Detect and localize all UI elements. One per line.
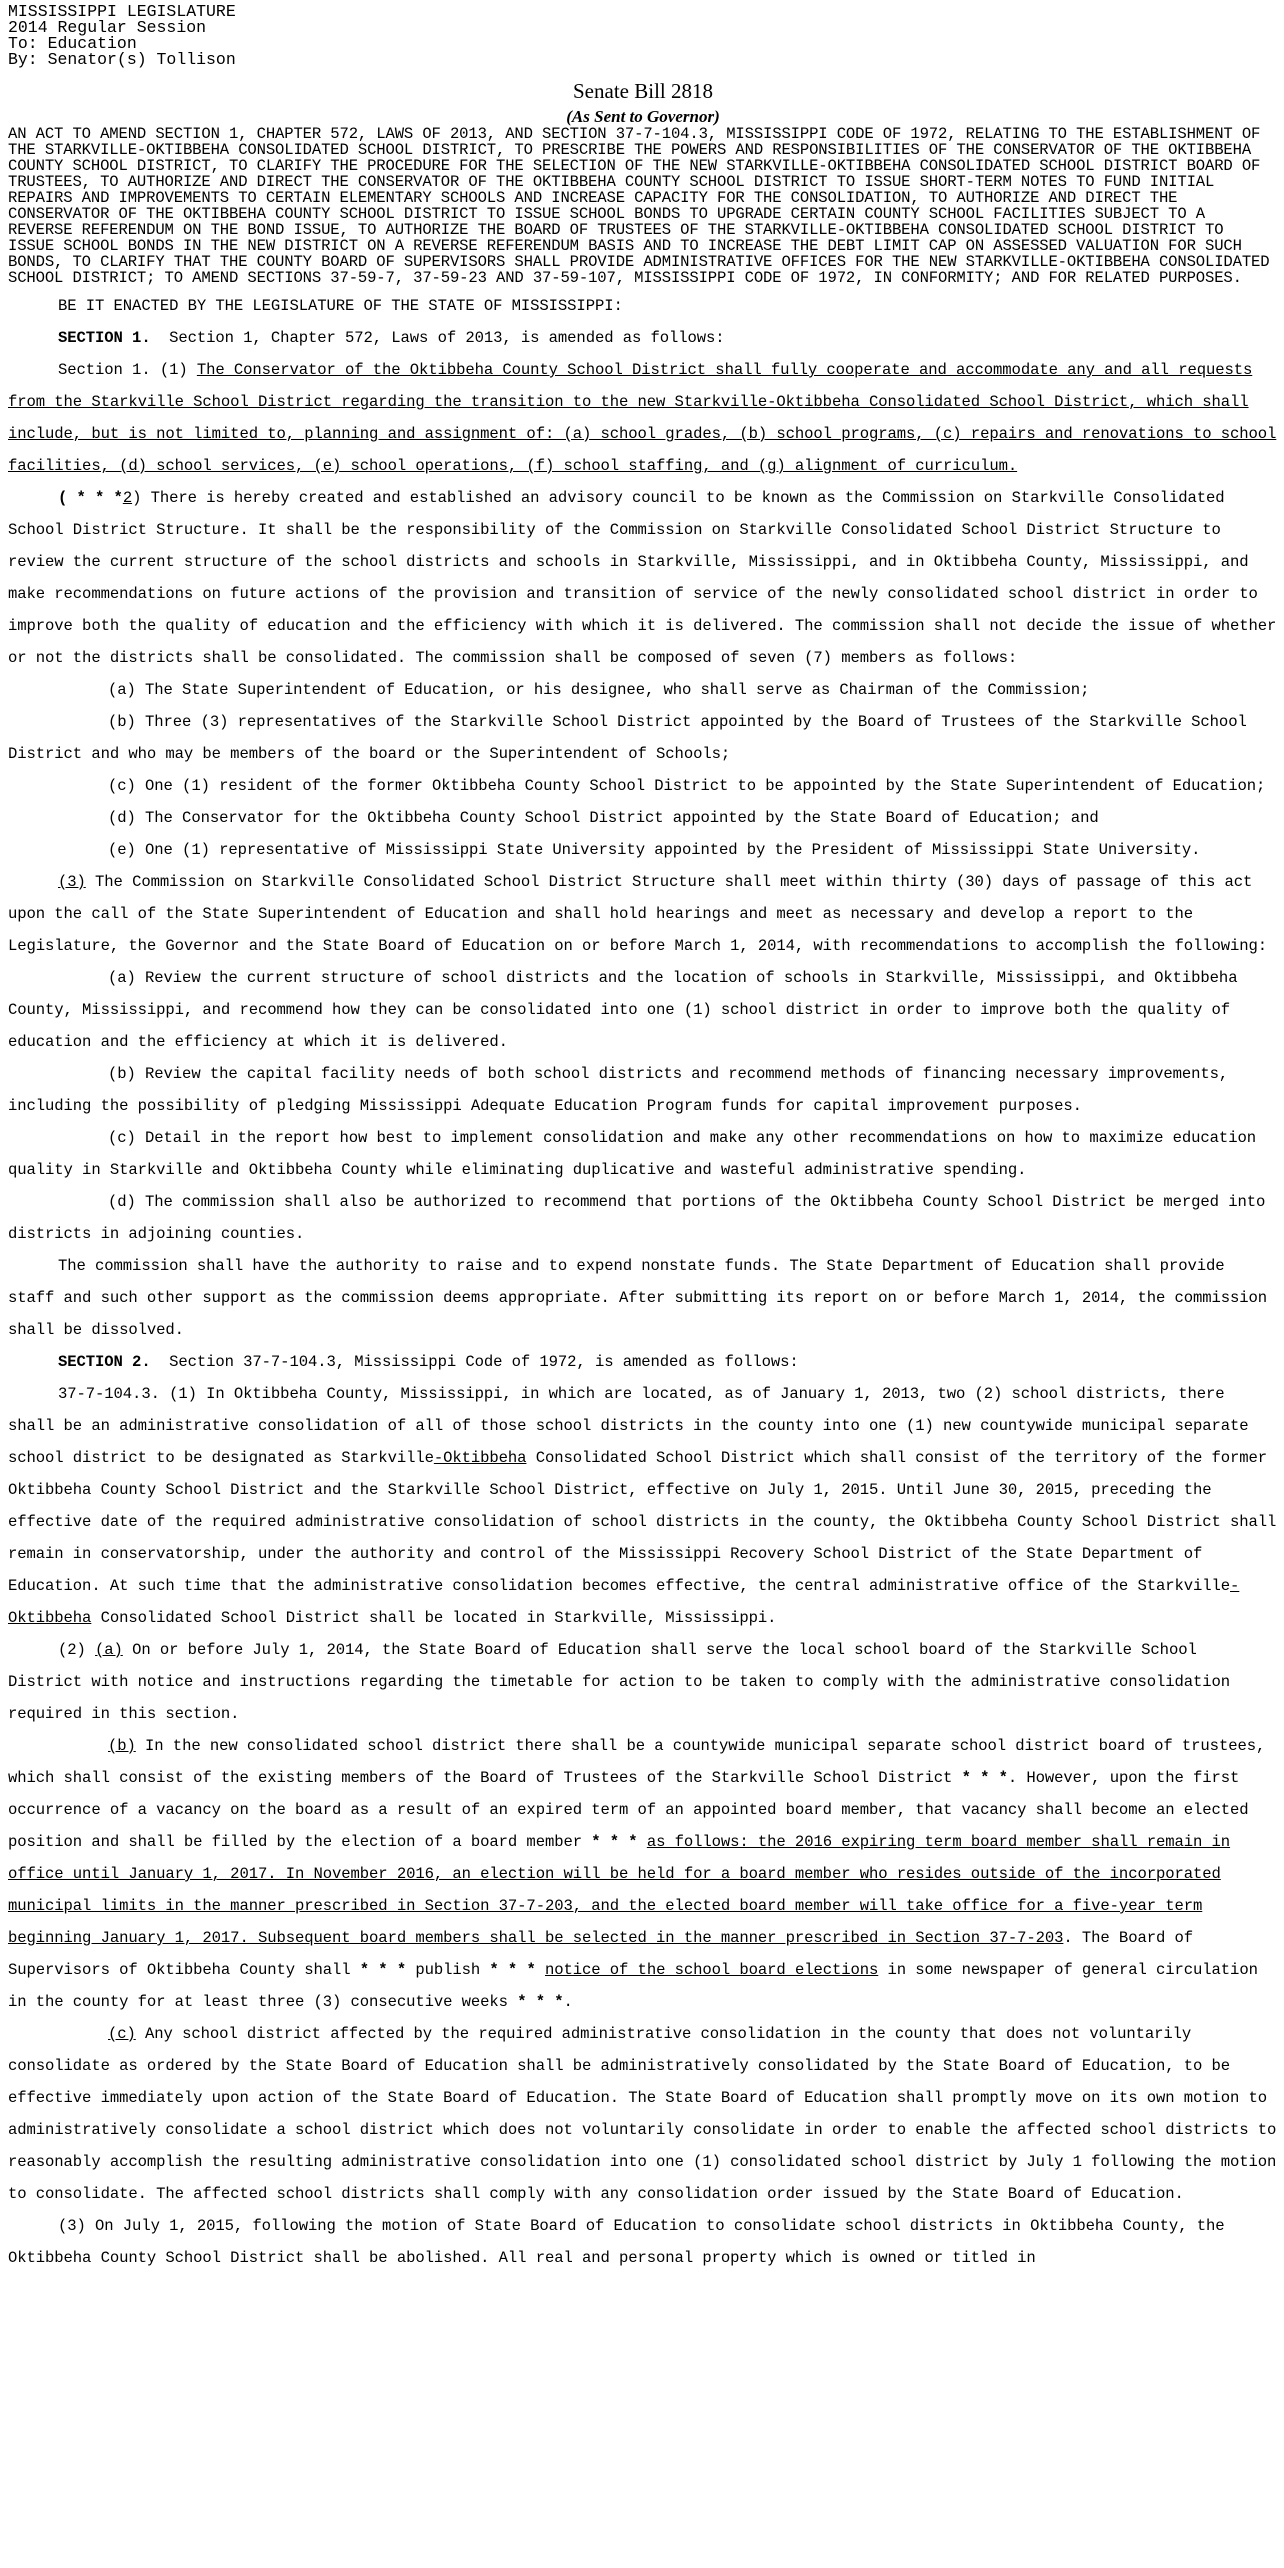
inserted-text: notice of the school board elections <box>544 1961 879 1979</box>
enacting-clause: BE IT ENACTED BY THE LEGISLATURE OF THE STATE OF MISSISSIPPI: <box>58 297 623 315</box>
paragraph-text: On or before July 1, 2014, the State Board of Education shall serve the local school board of the Starkville School District with notice and instructions regarding the timetable for action to be taken to comply with the administrative consolidation required in this section. <box>8 1641 1231 1723</box>
inserted-text: -Oktibbeha <box>433 1449 527 1467</box>
legislature-name: MISSISSIPPI LEGISLATURE <box>8 2 236 21</box>
s1-paragraph-2 <box>8 482 1278 674</box>
deleted-marker: * * * <box>489 1961 536 1979</box>
subsection-lead: (2) <box>58 1641 96 1659</box>
paragraph-text: ) There is hereby created and established an advisory council to be known as the Commission on Starkville Consolidated School District Structure. It shall be the responsibility of the Commission on Starkville Consolidated School District Structure to review the current structure of the school districts and schools in Starkville, Mississippi, and in Oktibbeha County, Mississippi, and make recommendations on future actions of the provision and transition of service of the newly consolidated school district in order to improve both the quality of education and the efficiency with which it is delivered. The commission shall not decide the issue of whether or not the districts shall be consolidated. The commission shall be composed of seven (7) members as follows: <box>8 489 1277 667</box>
inserted-label: (a) <box>95 1641 123 1659</box>
member-d: (d) The Conservator for the Oktibbeha County School District appointed by the State Board of Education; and <box>108 809 1099 827</box>
deleted-marker: ( * * * <box>58 489 123 507</box>
paragraph-text: Consolidated School District shall be located in Starkville, Mississippi. <box>91 1609 777 1627</box>
paragraph-text: in some newspaper of general circulation in the county for at least three (3) consecutive weeks <box>8 1961 1258 2011</box>
paragraph-text: 37-7-104.3. (1) In Oktibbeha County, Mississippi, in which are located, as of January 1, 2013, two (2) school districts, there shall be an administrative consolidation of all of those school districts in the county into one (1) new countywide municipal separate school district to be designated as Starkville <box>8 1385 1249 1467</box>
member-b: (b) Three (3) representatives of the Starkville School District appointed by the Board of Trustees of the Starkville School District and who may be members of the board or the Superintendent of Schools; <box>8 713 1247 763</box>
s2-paragraph-2c <box>8 2018 1278 2210</box>
task-c: (c) Detail in the report how best to implement consolidation and make any other recommendations on how to maximize education quality in Starkville and Oktibbeha County while eliminating duplicative and wasteful administrative spending. <box>8 1129 1256 1179</box>
bill-header <box>8 4 1278 68</box>
s2-paragraph-2b <box>8 1730 1278 2018</box>
paragraph-text: publish <box>406 1961 490 1979</box>
section-label: SECTION 2. <box>58 1353 151 1371</box>
bill-title: Senate Bill 2818 <box>573 79 713 103</box>
inserted-label: (c) <box>108 2025 136 2043</box>
section-intro: Section 37-7-104.3, Mississippi Code of 1972, is amended as follows: <box>169 1353 799 1371</box>
member-e: (e) One (1) representative of Mississippi State University appointed by the President of Mississippi State University. <box>108 841 1201 859</box>
session-label: 2014 Regular Session <box>8 18 207 37</box>
s1-final-paragraph: The commission shall have the authority to raise and to expend nonstate funds. The State Department of Education shall provide staff and such other support as the commission deems appropriate. After submitting its report on or before March 1, 2014, the commission shall be dissolved. <box>8 1257 1268 1339</box>
task-b: (b) Review the capital facility needs of both school districts and recommend methods of financing necessary improvements, including the possibility of pledging Mississippi Adequate Education Program funds for capital improvement purposes. <box>8 1065 1229 1115</box>
subsection-lead: Section 1. (1) <box>58 361 197 379</box>
paragraph-text: Any school district affected by the required administrative consolidation in the county that does not voluntarily consolidate as ordered by the State Board of Education shall be administratively consolidated by the State Board of Education, to be effective immediately upon action of the State Board of Education. The State Board of Education shall promptly move on its own motion to administratively consolidate a school district which does not voluntarily consolidate in order to enable the affected school districts to reasonably accomplish the resulting administrative consolidation into one (1) consolidated school district by July 1 following the motion to consolidate. The affected school districts shall comply with any consolidation order issued by the State Board of Education. <box>8 2025 1277 2203</box>
section-2-heading <box>8 1346 1278 1378</box>
inserted-text: -Oktibbeha <box>8 1577 1240 1627</box>
paragraph-text: The Commission on Starkville Consolidated School District Structure shall meet within thirty (30) days of passage of this act upon the call of the State Superintendent of Education and shall hold hearings and meet as necessary and develop a report to the Legislature, the Governor and the State Board of Education on or before March 1, 2014, with recommendations to accomplish the following: <box>8 873 1268 955</box>
task-a: (a) Review the current structure of school districts and the location of schools in Starkville, Mississippi, and Oktibbeha County, Mississippi, and recommend how they can be consolidated into one (1) school district in order to improve both the quality of education and the efficiency at which it is delivered. <box>8 969 1238 1051</box>
inserted-text: The Conservator of the Oktibbeha County School District shall fully cooperate and accommodate any and all requests from the Starkville School District regarding the transition to the new Starkville-Oktibbeha Consolidated School District, which shall include, but is not limited to, planning and assignment of: (a) school grades, (b) school programs, (c) repairs and renovations to school facilities, (d) school services, (e) school operations, (f) school staffing, and (g) alignment of curriculum. <box>8 361 1277 475</box>
committee-label: To: Education <box>8 34 137 53</box>
section-label: SECTION 1. <box>58 329 151 347</box>
inserted-label: (b) <box>108 1737 136 1755</box>
s1-paragraph-3 <box>8 866 1278 962</box>
member-a: (a) The State Superintendent of Education, or his designee, who shall serve as Chairman of the Commission; <box>108 681 1090 699</box>
deleted-marker: * * * <box>961 1769 1008 1787</box>
sponsor-label: By: Senator(s) Tollison <box>8 50 236 69</box>
act-summary: AN ACT TO AMEND SECTION 1, CHAPTER 572, LAWS OF 2013, AND SECTION 37-7-104.3, MISSISSIPPI CODE OF 1972, RELATING TO THE ESTABLISHMENT OF THE STARKVILLE-OKTIBBEHA CONSOLIDATED SCHOOL DISTRICT, TO PRESCRIBE THE POWERS AND RESPONSIBILITIES OF THE CONSERVATOR OF THE OKTIBBEHA COUNTY SCHOOL DISTRICT, TO CLARIFY THE PROCEDURE FOR THE SELECTION OF THE NEW STARKVILLE-OKTIBBEHA CONSOLIDATED SCHOOL DISTRICT BOARD OF TRUSTEES, TO AUTHORIZE AND DIRECT THE CONSERVATOR OF THE OKTIBBEHA COUNTY SCHOOL DISTRICT TO ISSUE SHORT-TERM NOTES TO FUND INITIAL REPAIRS AND IMPROVEMENTS TO CERTAIN ELEMENTARY SCHOOLS AND INCREASE CAPACITY FOR THE CONSOLIDATION, TO AUTHORIZE AND DIRECT THE CONSERVATOR OF THE OKTIBBEHA COUNTY SCHOOL DISTRICT TO ISSUE SCHOOL BONDS TO UPGRADE CERTAIN COUNTY SCHOOL FACILITIES SUBJECT TO A REVERSE REFERENDUM ON THE BOND ISSUE, TO AUTHORIZE THE BOARD OF TRUSTEES OF THE STARKVILLE-OKTIBBEHA CONSOLIDATED SCHOOL DISTRICT TO ISSUE SCHOOL BONDS IN THE NEW DISTRICT ON A REVERSE REFERENDUM BASIS AND TO INCREASE THE DEBT LIMIT CAP ON ASSESSED VALUATION FOR SUCH BONDS, TO CLARIFY THAT THE COUNTY BOARD OF SUPERVISORS SHALL PROVIDE ADMINISTRATIVE OFFICES FOR THE NEW STARKVILLE-OKTIBBEHA CONSOLIDATED SCHOOL DISTRICT; TO AMEND SECTIONS 37-59-7, 37-59-23 AND 37-59-107, MISSISSIPPI CODE OF 1972, IN CONFORMITY; AND FOR RELATED PURPOSES. <box>8 125 1270 287</box>
paragraph-text: In the new consolidated school district there shall be a countywide municipal separate school district board of trustees, which shall consist of the existing members of the Board of Trustees of the Starkville School District <box>8 1737 1266 1787</box>
paragraph-text: Consolidated School District which shall consist of the territory of the former Oktibbeha County School District and the Starkville School District, effective on July 1, 2015. Until June 30, 2015, preceding the effective date of the required administrative consolidation of school districts in the county, the Oktibbeha County School District shall remain in conservatorship, under the authority and control of the Mississippi Recovery School District of the State Department of Education. At such time that the administrative consolidation becomes effective, the central administrative office of the Starkville <box>8 1449 1277 1595</box>
section-1-heading <box>8 322 1278 354</box>
s1-paragraph-1 <box>8 354 1278 482</box>
section-intro: Section 1, Chapter 572, Laws of 2013, is amended as follows: <box>169 329 725 347</box>
inserted-number: (3) <box>58 873 86 891</box>
deleted-marker: * * * <box>517 1993 564 2011</box>
s2-paragraph-1 <box>8 1378 1278 1634</box>
paragraph-text: . The Board of Supervisors of Oktibbeha County shall <box>8 1929 1193 1979</box>
member-c: (c) One (1) resident of the former Oktibbeha County School District to be appointed by the State Superintendent of Education; <box>108 777 1266 795</box>
inserted-text: as follows: the 2016 expiring term board member shall remain in office until January 1, 2017. In November 2016, an election will be held for a board member who resides outside of the incorporated municipal limits in the manner prescribed in Section 37-7-203, and the elected board member will take office for a five-year term beginning January 1, 2017. Subsequent board members shall be selected in the manner prescribed in Section 37-7-203 <box>8 1833 1231 1947</box>
bill-status: (As Sent to Governor) <box>566 107 720 126</box>
s2-paragraph-2a <box>8 1634 1278 1730</box>
deleted-marker: * * * <box>591 1833 638 1851</box>
task-d: (d) The commission shall also be authorized to recommend that portions of the Oktibbeha County School District be merged into districts in adjoining counties. <box>8 1193 1266 1243</box>
inserted-number: 2 <box>122 489 133 507</box>
paragraph-text: . <box>563 1993 573 2011</box>
s2-paragraph-3: (3) On July 1, 2015, following the motion of State Board of Education to consolidate school districts in Oktibbeha County, the Oktibbeha County School District shall be abolished. All real and personal property which is owned or titled in <box>8 2217 1225 2267</box>
paragraph-text: . However, upon the first occurrence of a vacancy on the board as a result of an expired term of an appointed board member, that vacancy shall become an elected position and shall be filled by the election of a board member <box>8 1769 1249 1851</box>
deleted-marker: * * * <box>359 1961 407 1979</box>
